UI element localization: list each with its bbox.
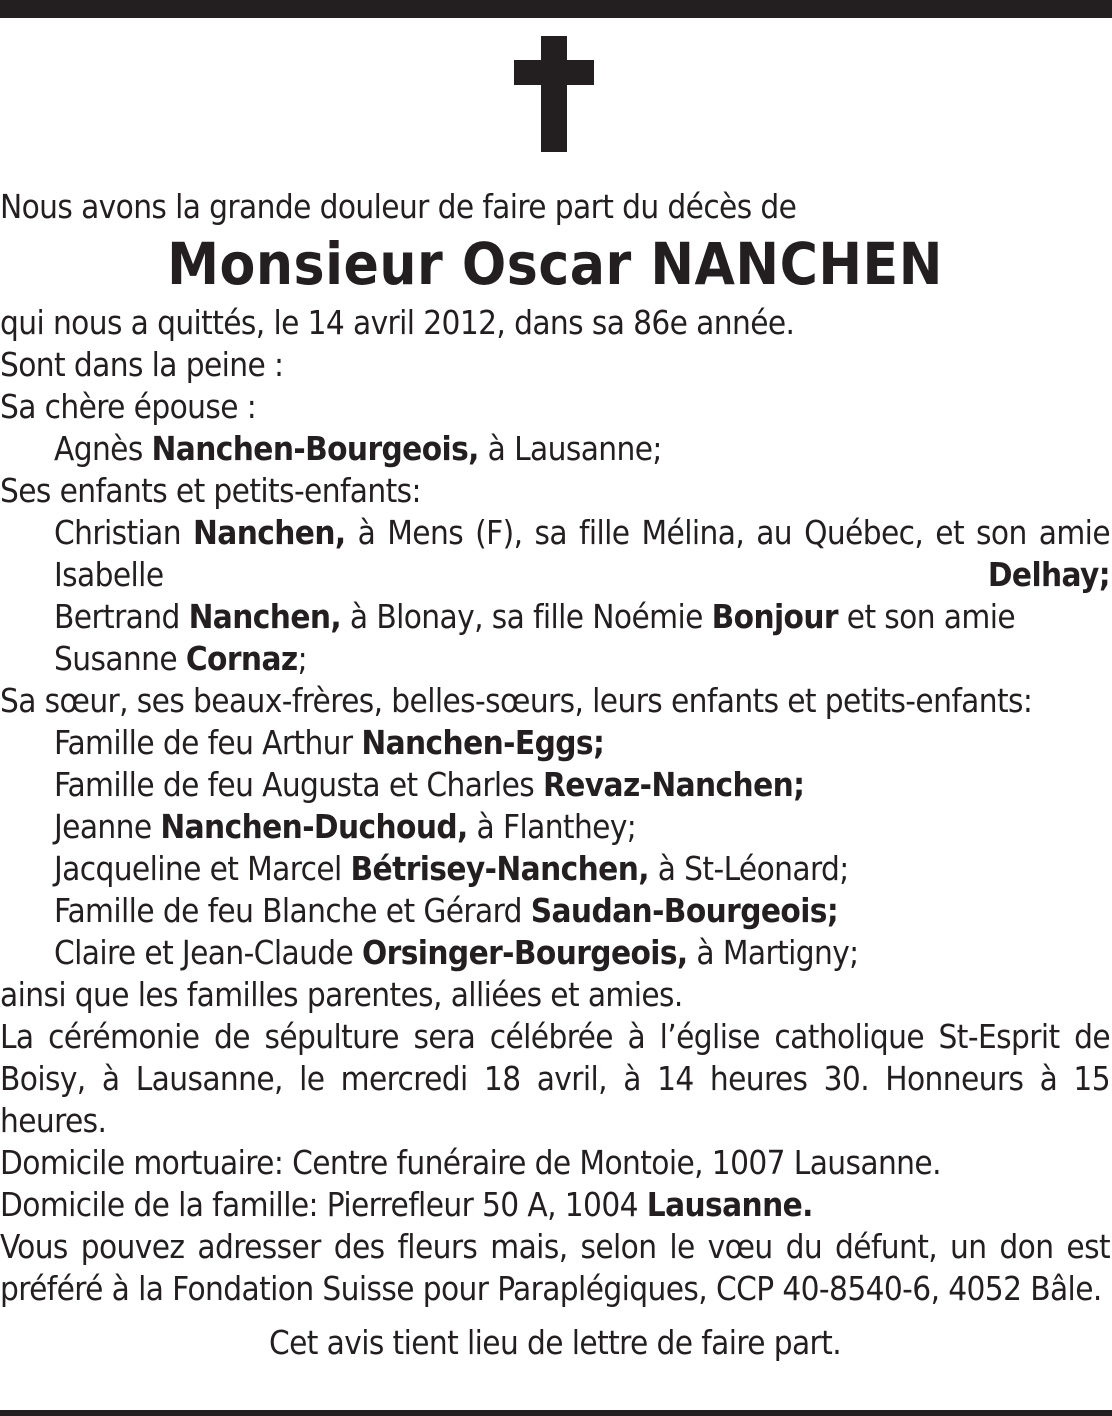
donation-paragraph: Vous pouvez adresser des fleurs mais, selon le vœu du défunt, un don est préféré à la Fondation Suisse pour Paraplégiques, CCP 40-8540-6, 4052 Bâle. <box>0 1227 1110 1308</box>
bottom-rule <box>0 1410 1112 1416</box>
obituary-text <box>0 186 1110 1364</box>
relatives-line: ainsi que les familles parentes, alliées et amies. <box>0 975 683 1014</box>
children-heading: Ses enfants et petits-enfants: <box>0 471 421 510</box>
closing-line: Cet avis tient lieu de lettre de faire part. <box>268 1323 842 1362</box>
cross-icon <box>514 36 594 152</box>
passing-line: qui nous a quittés, le 14 avril 2012, dans sa 86e année. <box>0 303 795 342</box>
family-entry: Famille de feu Blanche et Gérard Saudan-Bourgeois; <box>54 891 839 930</box>
child-entry-2-cont: Susanne Cornaz; <box>54 639 307 678</box>
child-entry-2: Bertrand Nanchen, à Blonay, sa fille Noémie Bonjour et son amie <box>54 597 1016 636</box>
funeral-home-line: Domicile mortuaire: Centre funéraire de Montoie, 1007 Lausanne. <box>0 1143 941 1182</box>
child-entry-1: Christian Nanchen, à Mens (F), sa fille Mélina, au Québec, et son amie Isabelle Delhay; <box>54 513 1110 594</box>
spouse-heading: Sa chère épouse : <box>0 387 257 426</box>
family-entry: Jeanne Nanchen-Duchoud, à Flanthey; <box>54 807 637 846</box>
spouse-entry: Agnès Nanchen-Bourgeois, à Lausanne; <box>54 429 662 468</box>
family-entry: Famille de feu Augusta et Charles Revaz-Nanchen; <box>54 765 805 804</box>
top-rule <box>0 0 1112 18</box>
ceremony-paragraph: La cérémonie de sépulture sera célébrée à l’église catholique St-Esprit de Boisy, à Lausanne, le mercredi 18 avril, à 14 heures 30. Honneurs à 15 heures. <box>0 1017 1110 1140</box>
family-home-line: Domicile de la famille: Pierrefleur 50 A, 1004 Lausanne. <box>0 1185 813 1224</box>
siblings-heading: Sa sœur, ses beaux-frères, belles-sœurs, leurs enfants et petits-enfants: <box>0 681 1033 720</box>
mourners-heading: Sont dans la peine : <box>0 345 284 384</box>
intro-line: Nous avons la grande douleur de faire part du décès de <box>0 187 797 226</box>
deceased-name: Monsieur Oscar NANCHEN <box>167 230 943 298</box>
family-entry: Claire et Jean-Claude Orsinger-Bourgeois, à Martigny; <box>54 933 859 972</box>
family-entry: Famille de feu Arthur Nanchen-Eggs; <box>54 723 605 762</box>
family-entry: Jacqueline et Marcel Bétrisey-Nanchen, à St-Léonard; <box>54 849 849 888</box>
